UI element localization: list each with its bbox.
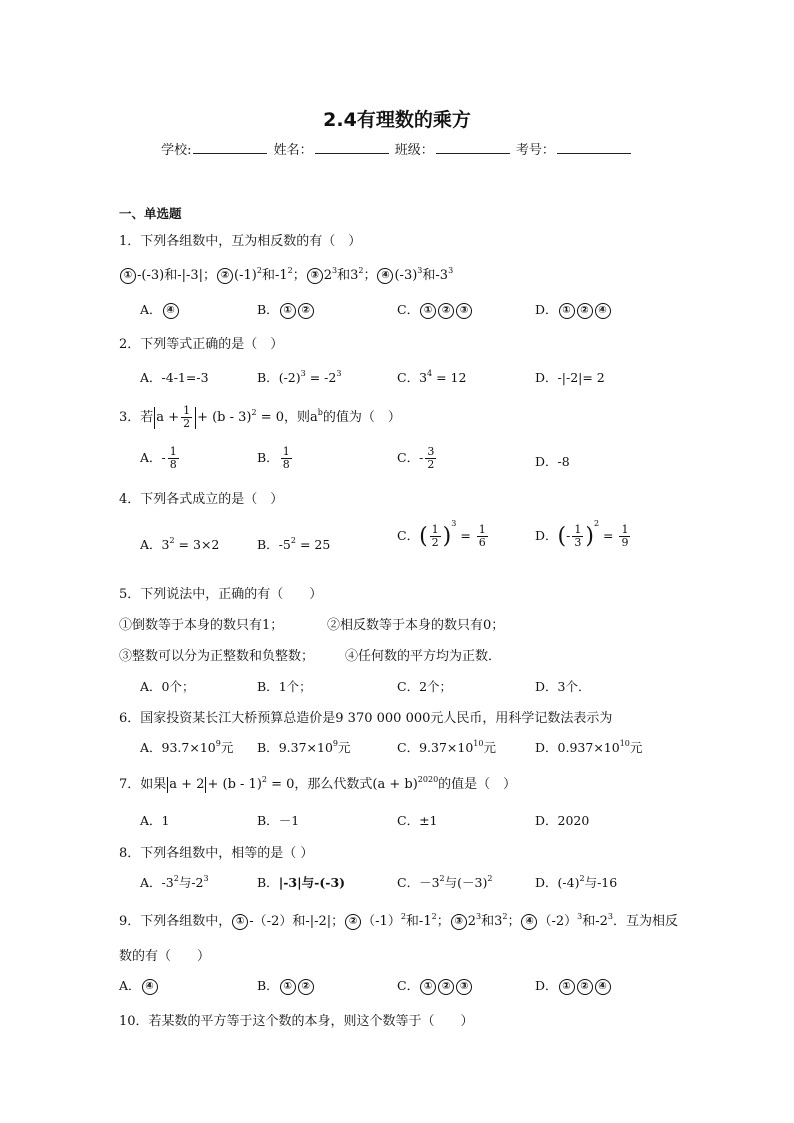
math-fragment: 2 [400,912,406,921]
math-fragment: 8 [282,458,290,471]
math-fragment: D． [535,813,558,828]
math-fragment: + (b - 1) [207,777,262,792]
math-fragment: 3 [574,536,582,549]
math-fragment: ．互为相反 [613,914,679,929]
math-fragment: 元 [629,740,643,755]
math-fragment: 9.37×10 [278,740,333,755]
math-fragment: A． [140,679,162,694]
math-fragment: 4 [427,369,433,378]
math-fragment: 1 [169,445,177,458]
student-info-line [0,139,794,158]
q1-item-3d: 2 [358,266,364,275]
school-blank[interactable] [193,141,267,154]
question-8-stem: 8．下列各组数中，相等的是（ ） [119,846,314,861]
q1-item-1: -(-3)和-|-3|； [137,268,217,283]
school-label: 学校: [161,143,192,158]
math-fragment: D． [535,454,558,469]
math-fragment: 2 [439,874,445,883]
math-fragment: a + 2 [169,777,205,792]
circled-2: ② [217,268,233,284]
math-fragment: 2 [593,519,600,528]
math-fragment: 1 [282,445,290,458]
q1-item-2d: 2 [287,266,293,275]
math-fragment: ④ [595,303,611,319]
math-fragment: 与-16 [584,875,618,890]
math-fragment: B． [257,537,279,552]
math-fragment: + (b - 3) [197,410,252,425]
math-fragment: ② [577,979,593,995]
math-fragment: 2 [579,874,585,883]
math-fragment: 3 [161,537,170,552]
math-fragment: A． [140,302,162,317]
q1-item-3c: 和3 [337,268,359,283]
q2-option-d[interactable] [535,368,605,386]
q5-option-b[interactable] [257,677,312,695]
q8-option-a[interactable] [140,873,209,891]
q3-option-c[interactable] [397,446,438,471]
math-fragment: 2020 [557,813,590,828]
math-fragment: C． [397,740,420,755]
math-fragment: ① [559,303,575,319]
math-fragment: - [566,528,571,543]
math-fragment: 2 [290,536,296,545]
q9-option-d[interactable] [535,976,612,995]
math-fragment: ④ [521,914,537,930]
math-fragment: ② [298,979,314,995]
q6-option-a[interactable] [140,738,233,756]
math-fragment: B． [257,740,279,755]
math-fragment: ② [438,303,454,319]
q4-option-b[interactable] [257,535,330,553]
math-fragment: = 3×2 [174,537,220,552]
math-fragment: （-2） [538,914,578,929]
q7-option-a[interactable] [140,811,169,829]
math-fragment: 的值是（ ） [438,777,517,792]
math-fragment: 3 [336,369,342,378]
math-fragment: C． [397,302,420,317]
math-fragment: B． [257,370,279,385]
math-fragment: 的值为（ ） [322,410,401,425]
math-fragment: ① [420,303,436,319]
math-fragment: C． [397,813,420,828]
math-fragment: 10 [619,739,630,748]
q1-item-3b: 3 [332,266,338,275]
math-fragment: = 0，则a [256,410,318,425]
math-fragment: 2 [467,914,476,929]
math-fragment: （-1） [362,914,401,929]
math-fragment: D． [535,679,558,694]
q1-item-4a: (-3) [394,268,418,283]
q5-option-a[interactable] [140,677,194,695]
math-fragment: ④ [595,979,611,995]
math-fragment: 1个； [278,679,312,694]
q8-option-c[interactable] [397,873,492,891]
math-fragment: 3 [419,370,428,385]
math-fragment: 3个． [557,679,591,694]
question-7-stem [119,773,516,793]
math-fragment: 0.937×10 [557,740,620,755]
math-fragment: (-4) [557,875,580,890]
q5-statement-4: ④任何数的平方均为正数． [345,649,502,664]
q1-item-4c: 和-3 [422,268,449,283]
math-fragment: 3 [475,912,482,921]
math-fragment: -4-1=-3 [161,370,209,385]
math-fragment: A． [140,537,162,552]
math-fragment: -|-2|= 2 [557,370,605,385]
math-fragment: C． [397,978,420,993]
math-fragment: B． [257,875,279,890]
math-fragment: A． [140,740,162,755]
math-fragment: 元 [338,740,351,755]
circled-1: ① [120,268,136,284]
math-fragment: 2 [487,874,493,883]
math-fragment: A． [119,978,141,993]
math-fragment: = 25 [295,537,331,552]
math-fragment: ② [438,979,454,995]
q8-option-b[interactable] [257,873,345,891]
math-fragment: A． [140,450,162,465]
q1-option-a[interactable] [140,300,180,319]
q2-option-b[interactable] [257,368,341,386]
math-fragment: 1 [574,523,582,536]
math-fragment: 2020 [417,775,439,784]
math-fragment: ③ [456,303,472,319]
math-fragment: 3 [203,874,209,883]
math-fragment: 和3 [481,914,503,929]
math-fragment: - [161,450,166,465]
math-fragment: 3 [451,519,457,528]
math-fragment: 2 [427,458,435,471]
math-fragment: D． [535,740,558,755]
math-fragment: D． [535,528,558,543]
question-9-stem-line2: 数的有（ ） [119,949,211,964]
q7-option-c[interactable] [397,811,438,829]
q2-option-a[interactable] [140,368,209,386]
math-fragment: 元 [220,740,234,755]
math-fragment: 3 [577,912,583,921]
math-fragment: C． [397,370,420,385]
math-fragment: 1 [183,404,191,417]
math-fragment: ±1 [419,813,438,828]
q9-option-a[interactable] [119,976,159,995]
math-fragment: B． [257,978,279,993]
math-fragment: 3 [427,445,435,458]
math-fragment: 93.7×10 [161,740,216,755]
math-fragment: 9 [621,536,629,549]
q4-option-d[interactable]: D．(- $\frac{1}{3}$ )$^2$ = $\frac{1}{9}$ [535,519,629,549]
math-fragment: ① [280,979,296,995]
q1-item-2c: 和-1 [261,268,288,283]
q9-option-c[interactable] [397,976,473,995]
math-fragment: 10 [473,739,484,748]
math-fragment: ③ [456,979,472,995]
math-fragment: 8 [169,458,177,471]
math-fragment: ④ [142,979,158,995]
circled-4: ④ [377,268,393,284]
q5-option-d[interactable] [535,677,590,695]
math-fragment: 2 [251,408,257,417]
math-fragment: D． [535,978,558,993]
math-fragment: －3 [419,875,440,890]
math-fragment: ② [577,303,593,319]
math-fragment: 2 [502,912,508,921]
q5-option-c[interactable] [397,677,452,695]
math-fragment: 1 [431,523,439,536]
math-fragment: (-2) [278,370,301,385]
math-fragment: ① [232,914,248,930]
question-3-stem [119,405,401,430]
math-fragment: A． [140,875,162,890]
question-6-stem: 6．国家投资某长江大桥预算总造价是9 370 000 000元人民币，用科学记数法表示为 [119,711,613,726]
q7-option-d[interactable] [535,811,589,829]
math-fragment: ④ [163,303,179,319]
math-fragment: 2 [169,536,175,545]
math-fragment: -3 [161,875,174,890]
name-label: 姓名： [273,143,313,158]
math-fragment: A． [140,813,162,828]
q3-option-d[interactable] [535,452,570,470]
math-fragment: = 12 [432,370,467,385]
q1-item-2a: (-1) [234,268,257,283]
math-fragment: ； [436,914,450,929]
q1-item-3e: ； [363,268,377,283]
q1-item-3a: 2 [323,268,332,283]
q1-item-2e: ； [292,268,306,283]
question-4-stem: 4．下列各式成立的是（ ） [119,492,284,507]
q6-option-c[interactable] [397,738,496,756]
math-fragment: 2 [431,536,439,549]
math-fragment: 元 [483,740,496,755]
q8-option-d[interactable] [535,873,617,891]
q1-option-d[interactable] [535,300,612,319]
math-fragment: C． [397,875,420,890]
math-fragment: C． [397,679,420,694]
math-fragment: -8 [557,454,570,469]
math-fragment: －1 [278,813,300,828]
q6-option-d[interactable] [535,738,642,756]
question-1-stem: 1．下列各组数中，互为相反数的有（ ） [119,234,362,249]
math-fragment: 9 [332,739,338,748]
section-heading: 一、单选题 [119,206,182,221]
q6-option-b[interactable] [257,738,351,756]
math-fragment: 3 [607,912,613,921]
q9-option-b[interactable] [257,976,315,995]
name-blank[interactable] [315,141,389,154]
math-fragment: 2个； [419,679,453,694]
math-fragment: 9 [215,739,221,748]
math-fragment: 7．如果 [119,777,167,792]
math-fragment: (a + b) [372,777,418,792]
math-fragment: 3 [300,369,306,378]
math-fragment: C． [397,528,420,543]
math-fragment: 2 [183,417,191,430]
math-fragment: ① [280,303,296,319]
math-fragment: ② [298,303,314,319]
math-fragment: 9.37×10 [419,740,474,755]
math-fragment: B． [257,450,279,465]
math-fragment: A． [140,370,162,385]
q4-option-c[interactable]: C．( $\frac{1}{2}$ )$^3$ = $\frac{1}{6}$ [397,519,486,549]
circled-3: ③ [307,268,323,284]
math-fragment: |-3|与-(-3) [278,875,346,890]
math-fragment: b [317,408,323,417]
math-fragment: = 0，那么代数式 [266,777,373,792]
q3-option-a[interactable] [140,446,181,471]
math-fragment: ； [507,914,521,929]
math-fragment: ③ [451,914,467,930]
math-fragment: D． [535,370,558,385]
class-label: 班级： [394,143,434,158]
math-fragment: 9．下列各组数中， [119,914,232,929]
class-blank[interactable] [436,141,510,154]
math-fragment: 1 [478,523,486,536]
question-2-stem: 2．下列等式正确的是（ ） [119,337,284,352]
math-fragment: 1 [161,813,170,828]
math-fragment: 2 [261,775,267,784]
q4-option-a[interactable] [140,535,219,553]
math-fragment: B． [257,813,279,828]
q7-option-b[interactable] [257,811,299,829]
page-title: 2.4有理数的乘方 [323,109,471,131]
q1-item-2b: 2 [256,266,262,275]
math-fragment: 2 [431,912,437,921]
math-fragment: 3．若 [119,410,154,425]
math-fragment: 0个； [161,679,195,694]
math-fragment: B． [257,679,279,694]
q2-option-c[interactable] [397,368,466,386]
math-fragment: C． [397,450,420,465]
math-fragment: 2 [173,874,179,883]
math-fragment: B． [257,302,279,317]
math-fragment: D． [535,875,558,890]
q1-option-b[interactable] [257,300,315,319]
math-fragment: ① [420,979,436,995]
question-10-stem: 10．若某数的平方等于这个数的本身，则这个数等于（ ） [119,1014,474,1029]
question-5-stem: 5．下列说法中，正确的有（ ） [119,587,323,602]
q5-statement-2: ②相反数等于本身的数只有0； [327,618,505,633]
math-fragment: - [419,450,424,465]
math-fragment: = -2 [305,370,337,385]
math-fragment: a + [156,410,180,425]
question-1-items [119,264,453,284]
math-fragment: 与(－3) [444,875,488,890]
number-blank[interactable] [557,141,631,154]
math-fragment: 和-1 [405,914,432,929]
math-fragment: 1 [621,523,629,536]
q1-item-4d: 3 [448,266,454,275]
math-fragment: -5 [278,537,291,552]
math-fragment: ① [559,979,575,995]
math-fragment: ② [345,914,361,930]
math-fragment: 和-2 [582,914,608,929]
math-fragment: 与-2 [178,875,204,890]
q1-option-c[interactable] [397,300,473,319]
math-fragment: 6 [478,536,486,549]
q5-statement-1: ①倒数等于本身的数只有1； [119,618,284,633]
number-label: 考号： [515,143,555,158]
q5-statement-3: ③整数可以分为正整数和负整数； [119,649,315,664]
q1-item-4b: 3 [417,266,423,275]
math-fragment: -（-2）和-|-2|； [249,914,345,929]
question-9-stem [119,910,678,930]
q3-option-b[interactable] [257,446,294,471]
math-fragment: D． [535,302,558,317]
